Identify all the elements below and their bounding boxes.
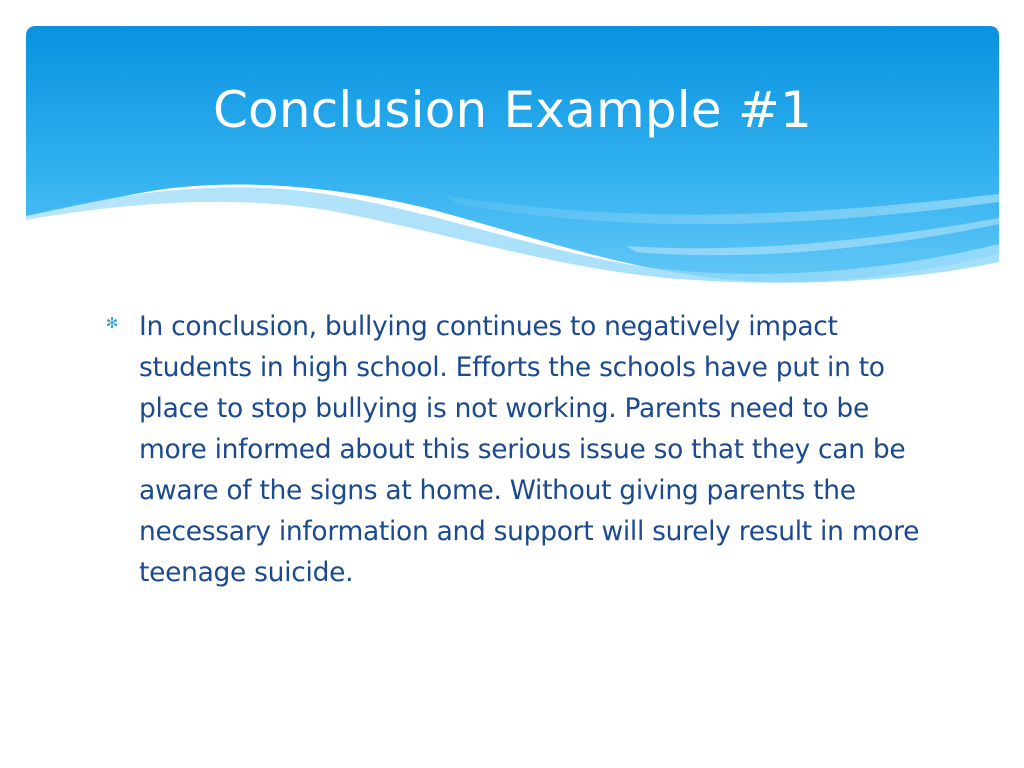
slide-title: Conclusion Example #1	[212, 81, 813, 139]
bullet-text: In conclusion, bullying continues to negatively impact students in high school. Efforts the schools have put in to place to stop bullying is not working. Parents need to be more informed about this serious issue so that they can be aware of the signs at home. Without giving parents the necessary information and support will surely result in more teenage suicide.	[139, 311, 920, 588]
wave-banner-graphic	[26, 26, 999, 284]
header-wave-banner	[26, 26, 999, 284]
slide-body	[105, 306, 925, 593]
asterisk-bullet-icon: ✻	[105, 314, 119, 332]
bullet-list-item	[105, 306, 925, 593]
